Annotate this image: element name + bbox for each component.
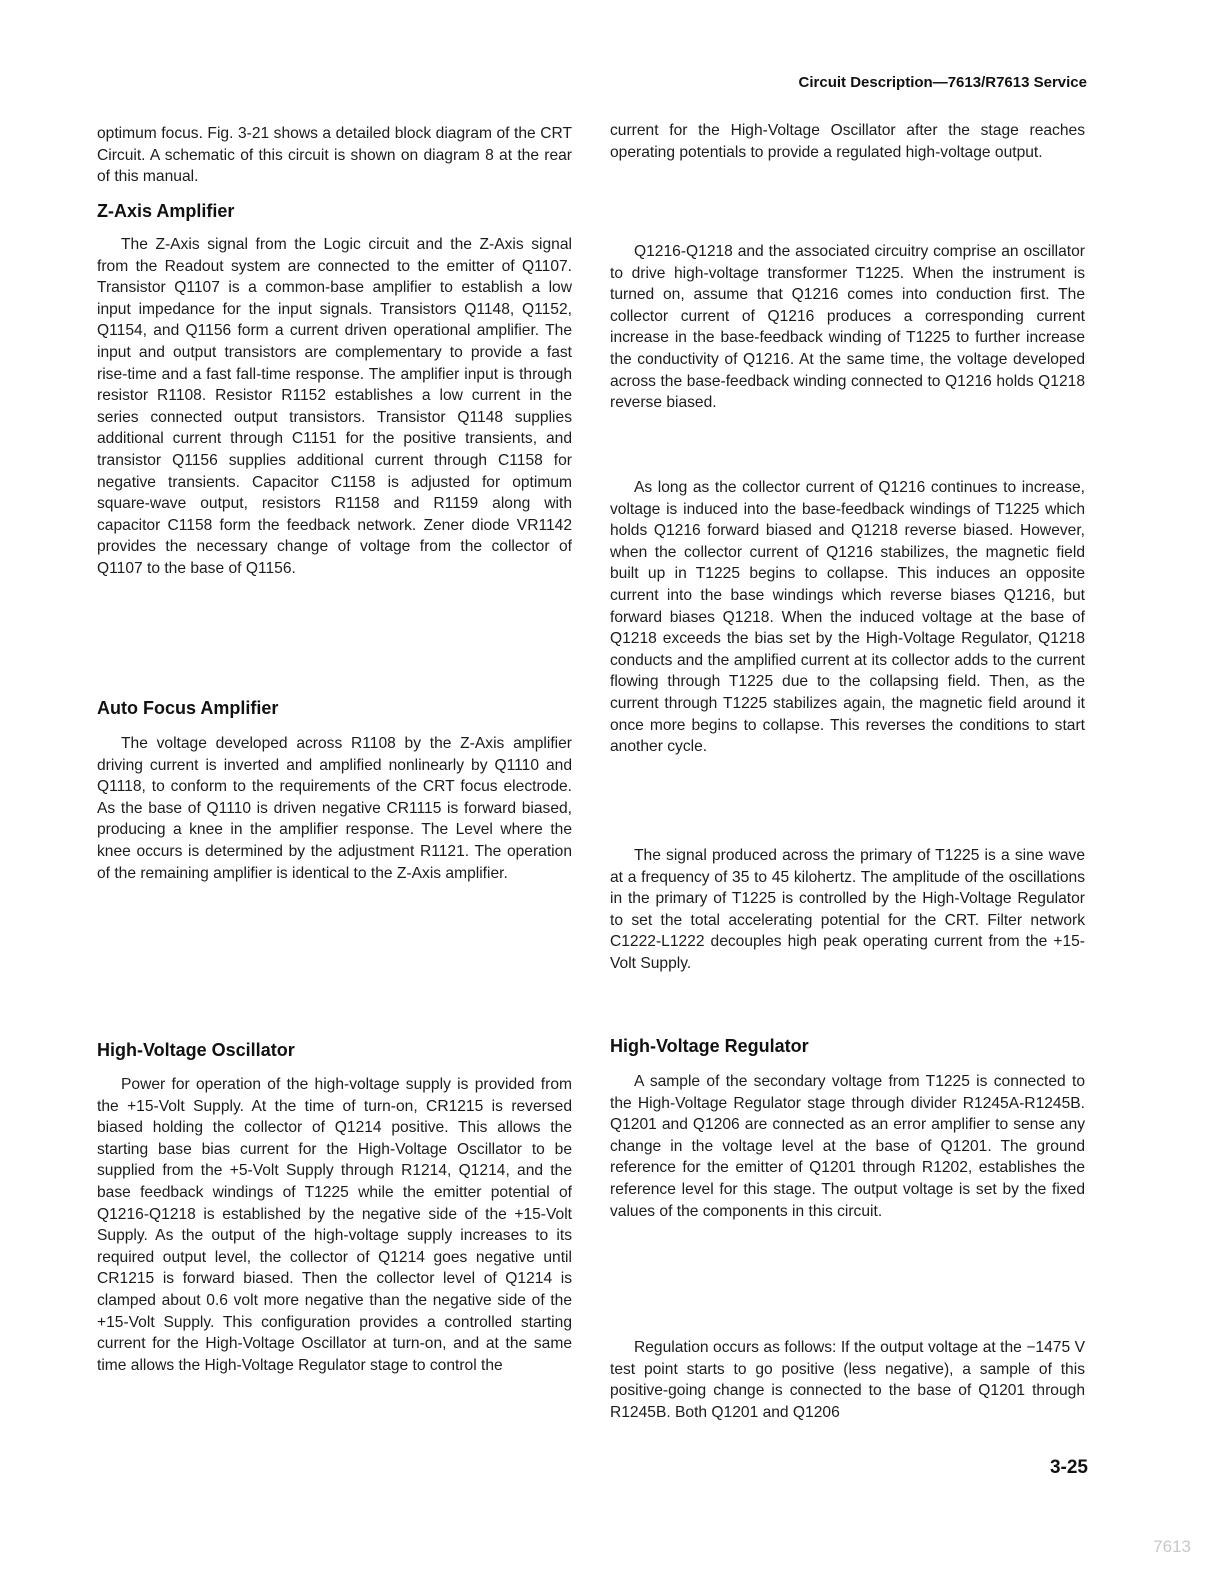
regulation-paragraph: Regulation occurs as follows: If the output voltage at the −1475 V test point starts to go positive (less negative), a sample of this positive-going change is connected to the base of Q1201 through R1245B. Both Q1201 and Q1206 [610,1339,1085,1421]
q1216-paragraph: Q1216-Q1218 and the associated circuitry comprise an oscillator to drive high-voltage transformer T1225. When the instrument is turned on, assume that Q1216 comes into conduction first. The collector current of Q1216 produces a corresponding current increase in the base-feedback winding of T1225 to further increase the conductivity of Q1216. At the same time, the voltage developed across the base-feedback winding connected to Q1216 holds Q1218 reverse biased. [610,243,1085,412]
page-number: 3-25 [1049,1457,1088,1478]
continuation-block [610,120,1085,163]
hv-regulator-paragraph: A sample of the secondary voltage from T1225 is connected to the High-Voltage Regulator stage through divider R1245A-R1245B. Q1201 and Q1206 are connected as an error amplifier to sense any change in the voltage level at the base of Q1201. The ground reference for the emitter of Q1201 through R1202, establishes the reference level for this stage. The output voltage is set by the fixed values of the components in this circuit. [610,1073,1085,1220]
auto-focus-body-block [97,733,572,884]
signal-paragraph: The signal produced across the primary of T1225 is a sine wave at a frequency of 35 to 45 kilohertz. The amplitude of the oscillations in the primary of T1225 is controlled by the High-Voltage Regulator to set the total accelerating potential for the CRT. Filter network C1222-L1222 decouples high peak operating current from the +15-Volt Supply. [610,847,1085,972]
hv-regulator-section [610,1036,1085,1057]
z-axis-heading: Z-Axis Amplifier [97,201,235,221]
z-axis-body-block [97,234,572,580]
hv-oscillator-section [97,1040,572,1061]
auto-focus-paragraph: The voltage developed across R1108 by the Z-Axis amplifier driving current is inverted and amplified nonlinearly by Q1110 and Q1118, to conform to the requirements of the CRT focus electrode. As the base of Q1110 is driven negative CR1115 is forward biased, producing a knee in the amplifier response. The Level where the knee occurs is determined by the adjustment R1121. The operation of the remaining amplifier is identical to the Z-Axis amplifier. [97,735,572,882]
hv-oscillator-heading: High-Voltage Oscillator [97,1040,295,1060]
intro-block [97,123,572,188]
hv-oscillator-paragraph: Power for operation of the high-voltage supply is provided from the +15-Volt Supply. At the time of turn-on, CR1215 is reversed biased holding the collector of Q1214 positive. This allows the starting base bias current for the High-Voltage Oscillator to be supplied from the +5-Volt Supply through R1214, Q1214, and the base feedback windings of T1225 while the emitter potential of Q1216-Q1218 is established by the negative side of the +15-Volt Supply. As the output of the high-voltage supply increases to its required output level, the collector of Q1214 goes negative until CR1215 is forward biased. Then the collector level of Q1214 is clamped about 0.6 volt more negative than the negative side of the +15-Volt Supply. This configuration provides a controlled starting current for the High-Voltage Oscillator at turn-on, and at the same time allows the High-Voltage Regulator stage to control the [97,1076,572,1374]
as-long-paragraph: As long as the collector current of Q1216 continues to increase, voltage is induced into the base-feedback windings of T1225 which holds Q1216 forward biased and Q1218 reverse biased. However, when the collector current of Q1216 stabilizes, the magnetic field built up in T1225 begins to collapse. This induces an opposite current into the base windings which reverse biases Q1216, but forward biases Q1218. When the induced voltage at the base of Q1218 exceeds the bias set by the High-Voltage Regulator, Q1218 conducts and the amplified current at its collector adds to the current flowing through T1225 due to the collapsing field. Then, as the current through T1225 stabilizes again, the magnetic field around it once more begins to collapse. This reverses the conditions to start another cycle. [610,479,1085,756]
continuation-paragraph: current for the High-Voltage Oscillator after the stage reaches operating potentials to provide a regulated high-voltage output. [610,122,1085,161]
intro-paragraph: optimum focus. Fig. 3-21 shows a detailed block diagram of the CRT Circuit. A schematic of this circuit is shown on diagram 8 at the rear of this manual. [97,125,572,186]
q1216-block [610,241,1085,414]
signal-block [610,845,1085,975]
auto-focus-heading: Auto Focus Amplifier [97,698,279,718]
hv-regulator-body-block [610,1071,1085,1222]
z-axis-paragraph: The Z-Axis signal from the Logic circuit and the Z-Axis signal from the Readout system are connected to the emitter of Q1107. Transistor Q1107 is a common-base amplifier to establish a low input impedance for the input signals. Transistors Q1148, Q1152, Q1154, and Q1156 form a current driven operational amplifier. The input and output transistors are complementary to provide a fast rise-time and a fast fall-time response. The amplifier input is through resistor R1108. Resistor R1152 establishes a low current in the series connected output transistors. Transistor Q1148 supplies additional current through C1151 for the positive transients, and transistor Q1156 supplies additional current through C1158 for negative transients. Capacitor C1158 is adjusted for optimum square-wave output, resistors R1158 and R1159 along with capacitor C1158 form the feedback network. Zener diode VR1142 provides the necessary change of voltage from the collector of Q1107 to the base of Q1156. [97,236,572,577]
z-axis-section [97,201,572,222]
hv-regulator-heading: High-Voltage Regulator [610,1036,809,1056]
watermark: 7613 [1153,1537,1191,1556]
auto-focus-section [97,698,572,719]
hv-oscillator-body-block [97,1074,572,1376]
as-long-block [610,477,1085,758]
regulation-block [610,1337,1085,1423]
running-header: Circuit Description—7613/R7613 Service [798,74,1087,91]
